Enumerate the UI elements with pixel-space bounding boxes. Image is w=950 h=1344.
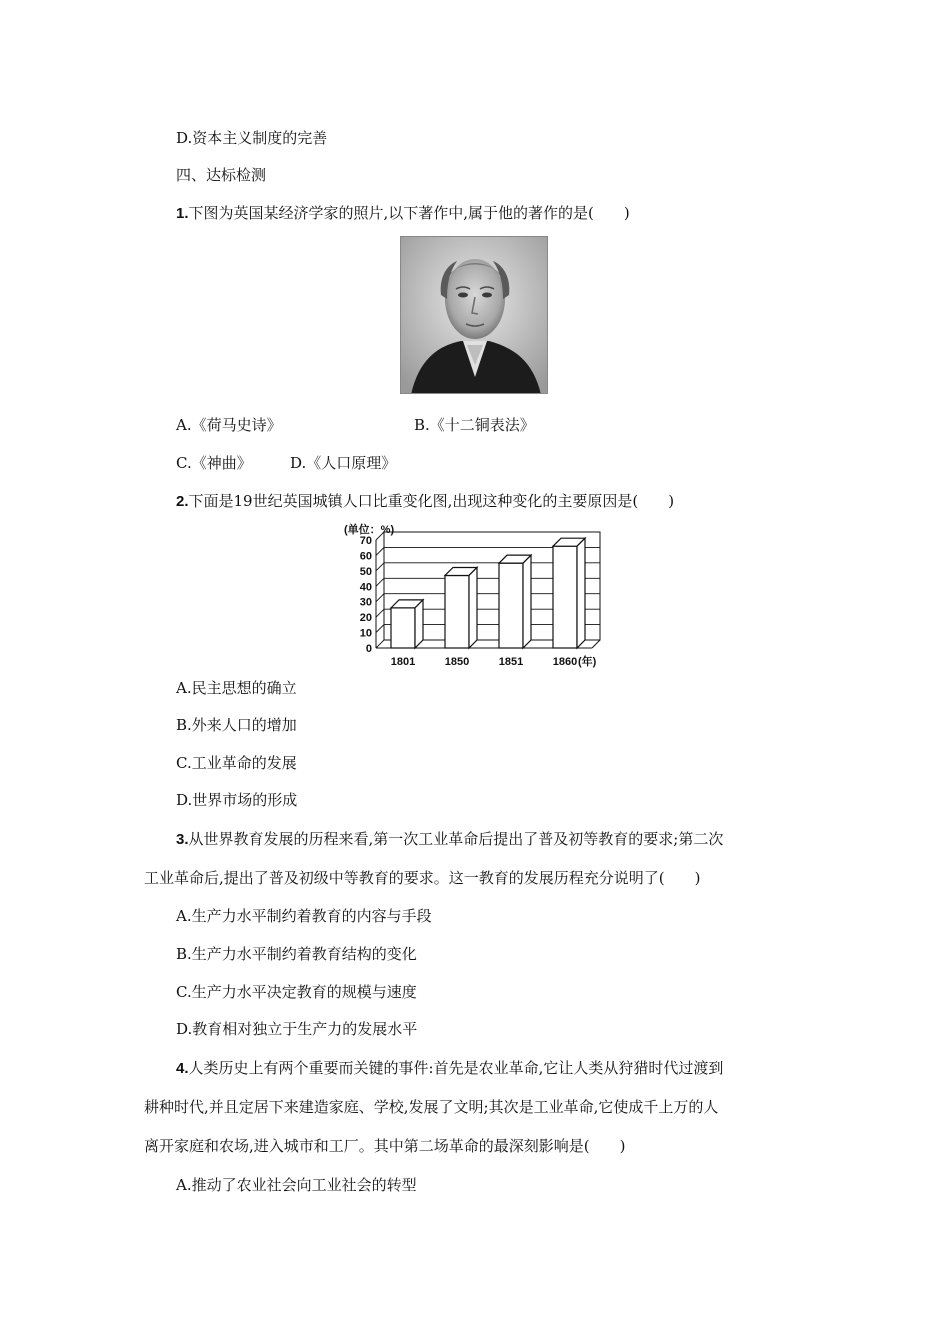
bar-front bbox=[391, 608, 415, 648]
question-number: 4. bbox=[176, 1060, 189, 1077]
q4-option-a: A.推动了农业社会向工业社会的转型 bbox=[176, 1176, 417, 1194]
grid-diagonal bbox=[376, 563, 384, 571]
grid-diagonal bbox=[376, 625, 384, 633]
bar-1801 bbox=[391, 600, 423, 648]
question-2 bbox=[176, 491, 674, 512]
chart-y-ticks bbox=[360, 535, 372, 655]
question-4-line2: 耕种时代,并且定居下来建造家庭、学校,发展了文明;其次是工业革命,它使成千上万的人 bbox=[144, 1098, 719, 1116]
bar-side bbox=[577, 538, 585, 648]
x-tick-label: 1851 bbox=[498, 656, 524, 668]
q2-option-c: C.工业革命的发展 bbox=[176, 754, 297, 772]
grid-diagonal bbox=[376, 609, 384, 617]
y-tick-label: 70 bbox=[359, 535, 372, 547]
chart-x-ticks bbox=[391, 656, 577, 668]
grid-diagonal bbox=[376, 594, 384, 602]
y-tick-label: 20 bbox=[359, 612, 372, 625]
bar-front bbox=[445, 575, 469, 648]
q1-option-a: A.《荷马史诗》 bbox=[176, 416, 282, 434]
bar-front bbox=[499, 563, 523, 648]
q3-option-c: C.生产力水平决定教育的规模与速度 bbox=[176, 983, 417, 1001]
y-tick-label: 0 bbox=[365, 643, 372, 655]
population-chart bbox=[342, 520, 604, 670]
chart-svg bbox=[342, 520, 604, 670]
question-number: 3. bbox=[176, 831, 189, 848]
x-tick-label: 1850 bbox=[444, 656, 470, 668]
question-3-line2: 工业革命后,提出了普及初级中等教育的要求。这一教育的发展历程充分说明了( ) bbox=[144, 869, 701, 887]
bar-1851 bbox=[499, 555, 531, 648]
bar-1850 bbox=[445, 567, 477, 648]
y-tick-label: 60 bbox=[359, 550, 372, 563]
economist-portrait bbox=[400, 236, 548, 394]
q2-option-d: D.世界市场的形成 bbox=[176, 791, 298, 809]
question-text-line1: 从世界教育发展的历程来看,第一次工业革命后提出了普及初等教育的要求;第二次 bbox=[188, 830, 724, 848]
y-tick-label: 10 bbox=[359, 627, 372, 640]
section-heading: 四、达标检测 bbox=[176, 166, 267, 184]
bar-front bbox=[553, 546, 577, 648]
y-tick-label: 50 bbox=[359, 565, 372, 578]
x-tick-label: 1801 bbox=[390, 656, 416, 668]
chart-x-unit: (年) bbox=[578, 656, 597, 668]
y-tick-label: 40 bbox=[359, 581, 372, 594]
question-1 bbox=[176, 203, 630, 224]
q1-option-c: C.《神曲》 bbox=[176, 454, 252, 472]
q2-option-b: B.外来人口的增加 bbox=[176, 716, 297, 734]
question-text: 下面是19世纪英国城镇人口比重变化图,出现这种变化的主要原因是( ) bbox=[188, 492, 675, 510]
q1-option-b: B.《十二铜表法》 bbox=[414, 416, 535, 434]
grid-diagonal bbox=[376, 578, 384, 586]
bar-side bbox=[469, 567, 477, 648]
portrait-image bbox=[401, 237, 548, 394]
q2-option-a: A.民主思想的确立 bbox=[176, 679, 297, 697]
bar-side bbox=[415, 600, 423, 648]
bar-1860 bbox=[553, 538, 585, 648]
question-number: 2. bbox=[176, 493, 189, 510]
q3-option-a: A.生产力水平制约着教育的内容与手段 bbox=[176, 907, 432, 925]
y-tick-label: 30 bbox=[359, 596, 372, 609]
question-text: 下图为英国某经济学家的照片,以下著作中,属于他的著作的是( ) bbox=[188, 204, 630, 222]
chart-bars bbox=[391, 538, 585, 648]
grid-diagonal bbox=[376, 640, 384, 648]
prev-option-d: D.资本主义制度的完善 bbox=[176, 129, 328, 147]
q3-option-b: B.生产力水平制约着教育结构的变化 bbox=[176, 945, 417, 963]
bar-side bbox=[523, 555, 531, 648]
q3-option-d: D.教育相对独立于生产力的发展水平 bbox=[176, 1020, 418, 1038]
grid-diagonal bbox=[376, 547, 384, 555]
question-number: 1. bbox=[176, 205, 189, 222]
chart-unit-label: (单位：%) bbox=[344, 524, 395, 536]
x-tick-label: 1860 bbox=[552, 656, 578, 668]
question-4-line3: 离开家庭和农场,进入城市和工厂。其中第二场革命的最深刻影响是( ) bbox=[144, 1137, 626, 1155]
question-text-line1: 人类历史上有两个重要而关键的事件:首先是农业革命,它让人类从狩猎时代过渡到 bbox=[188, 1059, 724, 1077]
q1-option-d: D.《人口原理》 bbox=[290, 454, 397, 472]
question-3 bbox=[176, 829, 723, 850]
question-4 bbox=[176, 1058, 723, 1079]
